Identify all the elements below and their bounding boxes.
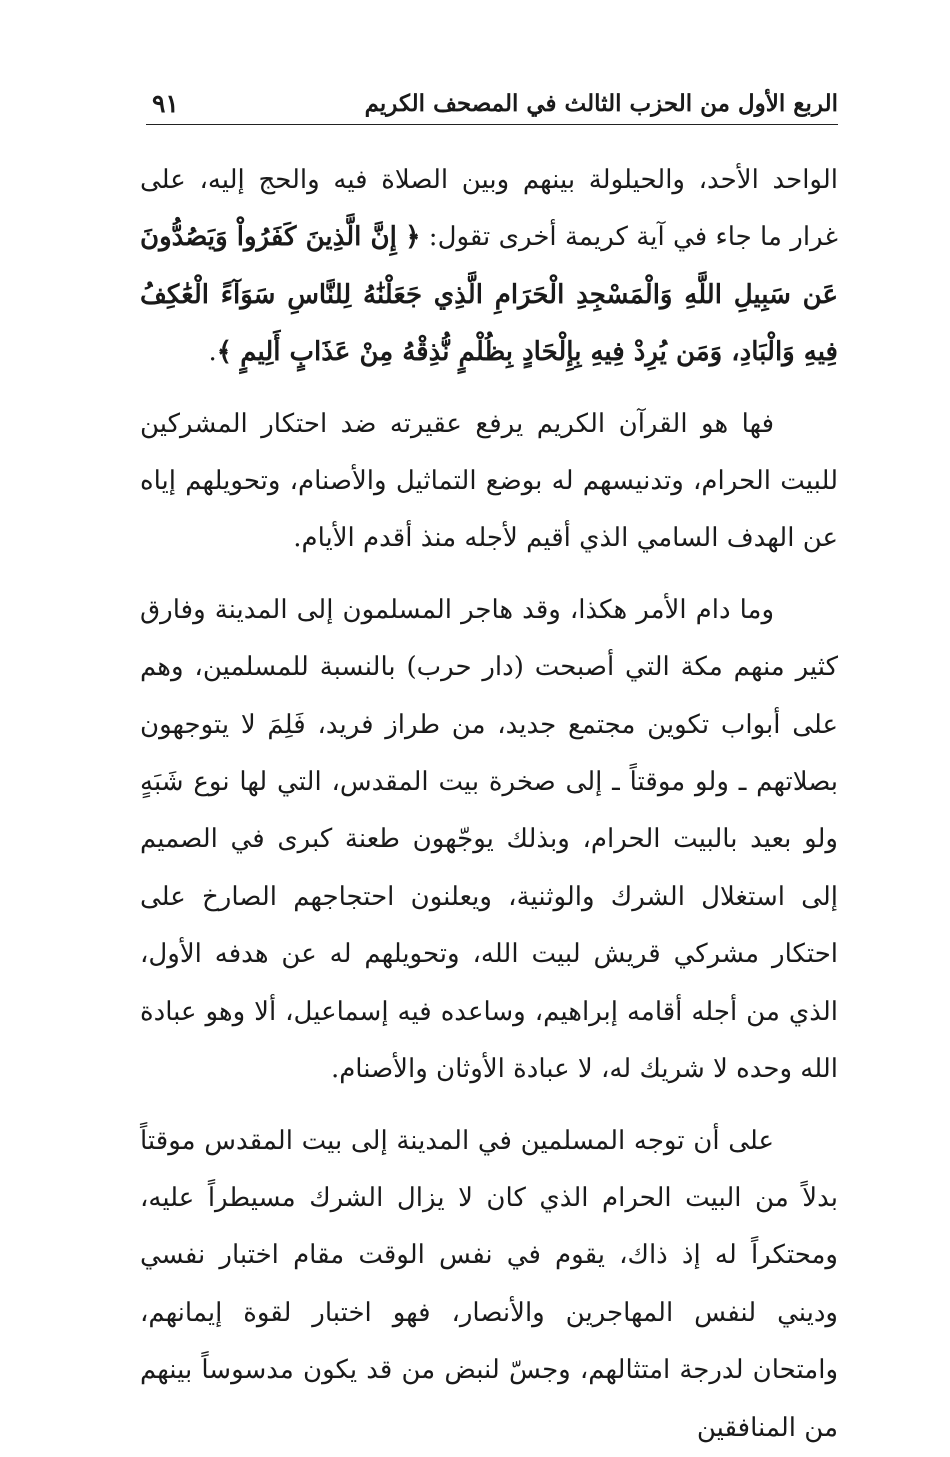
paragraph-2: فها هو القرآن الكريم يرفع عقيرته ضد احتكار المشركين للبيت الحرام، وتدنيسهم له بوضع التماثيل والأصنام، وتحويلهم إياه عن الهدف السامي الذي أقيم لأجله منذ أقدم الأيام. [140,408,838,554]
paragraph-1-end: . [208,337,217,368]
header-rule [146,124,838,125]
verse-open-bracket: ﴿ [405,222,421,253]
running-header [148,86,838,122]
paragraph-1 [140,152,838,382]
verse-close-bracket: ﴾ [216,337,232,368]
header-title: الربع الأول من الحزب الثالث في المصحف الكريم [364,90,838,117]
paragraph-3: وما دام الأمر هكذا، وقد هاجر المسلمون إلى المدينة وفارق كثير منهم مكة التي أصبحت (دار حرب) بالنسبة للمسلمين، وهم على أبواب تكوين مجتمع جديد، من طراز فريد، فَلِمَ لا يتوجهون بصلاتهم ـ ولو موقتاً ـ إلى صخرة بيت المقدس، التي لها نوع شَبَهٍ ولو بعيد بالبيت الحرام، وبذلك يوجّهون طعنة كبرى في الصميم إلى استغلال الشرك والوثنية، ويعلنون احتجاجهم الصارخ على احتكار مشركي قريش لبيت الله، وتحويلهم له عن هدفه الأول، الذي من أجله أقامه إبراهيم، وساعده فيه إسماعيل، ألا وهو عبادة الله وحده لا شريك له، لا عبادة الأوثان والأصنام. [140,594,838,1085]
paragraph-4: على أن توجه المسلمين في المدينة إلى بيت المقدس موقتاً بدلاً من البيت الحرام الذي كان لا يزال الشرك مسيطراً عليه، ومحتكراً له إذ ذاك، يقوم في نفس الوقت مقام اختبار نفسي وديني لنفس المهاجرين والأنصار، فهو اختبار لقوة إيمانهم، وامتحان لدرجة امتثالهم، وجسّ لنبض من قد يكون مدسوساً بينهم من المنافقين [140,1125,838,1443]
paragraph-1-intro: الواحد الأحد، والحيلولة بينهم وبين الصلاة فيه والحج إليه، على غرار ما جاء في آية كريمة أخرى تقول: [140,165,838,253]
body-text [140,152,838,1457]
page-number: ٩١ [152,89,179,118]
quran-verse: إِنَّ الَّذِينَ كَفَرُواْ وَيَصُدُّونَ عَن سَبِيلِ اللَّهِ وَالْمَسْجِدِ الْحَرَامِ الَّذِي جَعَلْنَٰهُ لِلنَّاسِ سَوَآءً الْعَٰكِفُ فِيهِ وَالْبَادِ، وَمَن يُرِدْ فِيهِ بِإِلْحَادٍ بِظُلْمٍ نُّذِقْهُ مِنْ عَذَابٍ أَلِيمٍ [140,222,838,368]
